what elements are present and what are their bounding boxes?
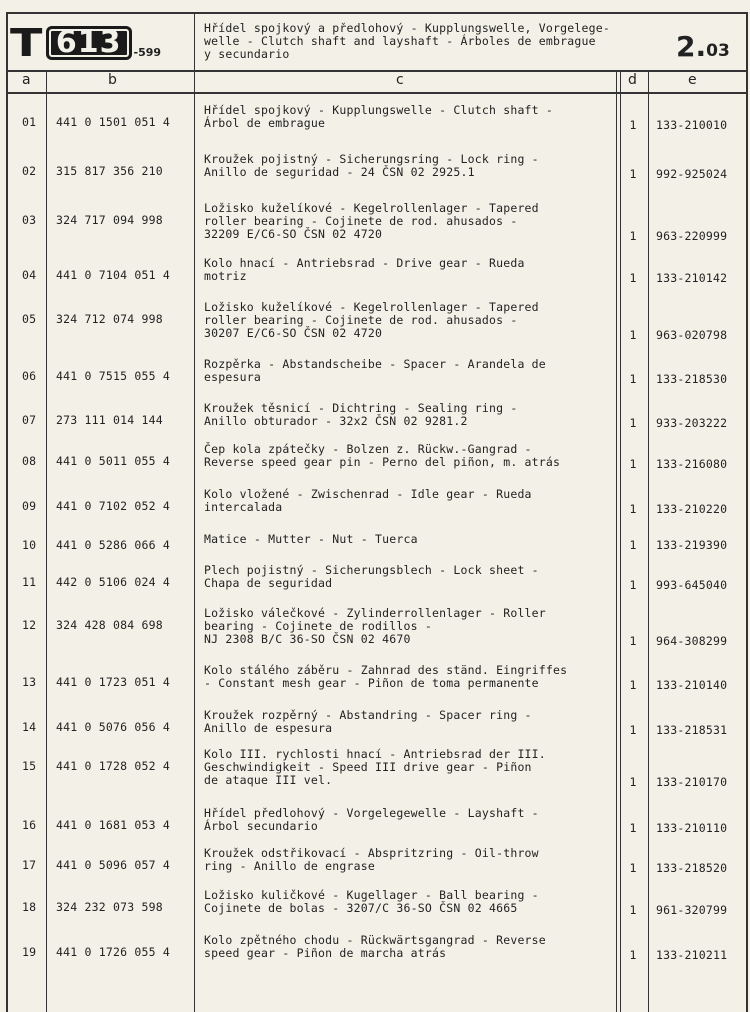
cell-e: 133-218531 — [656, 723, 728, 737]
cell-c: Hřídel spojkový - Kupplungswelle - Clutch shaft - Árbol de embrague — [204, 103, 554, 130]
cell-a: 05 — [22, 312, 37, 326]
cell-c: Kroužek pojistný - Sicherungsring - Lock ring - Anillo de seguridad - 24 ČSN 02 2925.1 — [204, 152, 539, 179]
cell-b: 273 111 014 144 — [56, 413, 163, 427]
cell-d: 1 — [629, 502, 637, 516]
cell-e: 133-218520 — [656, 861, 728, 875]
cell-d: 1 — [629, 634, 637, 648]
cell-d: 1 — [629, 229, 637, 243]
cell-b: 324 717 094 998 — [56, 213, 163, 227]
cell-c: Čep kola zpátečky - Bolzen z. Rückw.-Gangrad - Reverse speed gear pin - Perno del piñon, m. atrás — [204, 442, 561, 469]
page-title: Hřídel spojkový a předlohový - Kupplungswelle, Vorgelege- welle - Clutch shaft and layshaft - Árboles de embrague y secundario — [204, 21, 611, 61]
cell-e: 133-210220 — [656, 502, 728, 516]
cell-e: 133-210140 — [656, 678, 728, 692]
cell-b: 324 232 073 598 — [56, 900, 163, 914]
parts-table — [8, 103, 746, 987]
cell-e: 993-645040 — [656, 578, 728, 592]
table-row — [8, 201, 746, 263]
cell-d: 1 — [629, 678, 637, 692]
cell-a: 13 — [22, 675, 37, 689]
cell-c: Ložisko válečkové - Zylinderrollenlager - Roller bearing - Cojinete de rodillos - NJ 2308 B/C 36-SO ČSN 02 4670 — [204, 606, 546, 646]
cell-a: 10 — [22, 538, 37, 552]
cell-b: 441 0 1681 053 4 — [56, 818, 170, 832]
cell-d: 1 — [629, 372, 637, 386]
cell-c: Ložisko kuličkové - Kugellager - Ball bearing - Cojinete de bolas - 3207/C 36-SO ČSN 02 4665 — [204, 888, 539, 915]
cell-b: 441 0 5096 057 4 — [56, 858, 170, 872]
header-divider — [194, 14, 195, 70]
cell-e: 992-925024 — [656, 167, 728, 181]
cell-e: 964-308299 — [656, 634, 728, 648]
cell-d: 1 — [629, 118, 637, 132]
cell-c: Kolo vložené - Zwischenrad - Idle gear - Rueda intercalada — [204, 487, 532, 514]
logo-letter: T — [10, 21, 40, 65]
cell-a: 11 — [22, 575, 37, 589]
logo-suffix: -599 — [133, 45, 162, 59]
cell-b: 442 0 5106 024 4 — [56, 575, 170, 589]
cell-d: 1 — [629, 416, 637, 430]
page-number — [676, 30, 730, 63]
cell-e: 133-210142 — [656, 271, 728, 285]
cell-e: 963-020798 — [656, 328, 728, 342]
cell-d: 1 — [629, 821, 637, 835]
table-row — [8, 747, 746, 813]
table-row — [8, 933, 746, 987]
cell-a: 14 — [22, 720, 37, 734]
cell-e: 961-320799 — [656, 903, 728, 917]
table-row — [8, 606, 746, 670]
cell-c: Kolo III. rychlosti hnací - Antriebsrad der III. Geschwindigkeit - Speed III drive gear - Piñon de ataque III vel. — [204, 747, 546, 787]
cell-c: Kolo zpětného chodu - Rückwärtsgangrad - Reverse speed gear - Piñon de marcha atrás — [204, 933, 546, 960]
cell-c: Plech pojistný - Sicherungsblech - Lock sheet - Chapa de seguridad — [204, 563, 539, 590]
parts-sheet — [6, 12, 748, 1012]
cell-c: Kolo stálého záběru - Zahnrad des ständ. Eingriffes - Constant mesh gear - Piñon de toma permanente — [204, 663, 568, 690]
cell-b: 324 428 084 698 — [56, 618, 163, 632]
cell-b: 441 0 1501 051 4 — [56, 115, 170, 129]
cell-c: Ložisko kuželíkové - Kegelrollenlager - Tapered roller bearing - Cojinete de rod. ahusados - 32209 E/C6-SO ČSN 02 4720 — [204, 201, 539, 241]
cell-b: 441 0 1728 052 4 — [56, 759, 170, 773]
cell-c: Ložisko kuželíkové - Kegelrollenlager - Tapered roller bearing - Cojinete de rod. ahusados - 30207 E/C6-SO ČSN 02 4720 — [204, 300, 539, 340]
sheet-header — [8, 12, 746, 72]
cell-d: 1 — [629, 948, 637, 962]
cell-e: 133-219390 — [656, 538, 728, 552]
cell-b: 315 817 356 210 — [56, 164, 163, 178]
column-header-e: e — [688, 72, 697, 88]
cell-c: Kolo hnací - Antriebsrad - Drive gear - Rueda motriz — [204, 256, 525, 283]
cell-d: 1 — [629, 578, 637, 592]
column-header-b: b — [108, 72, 117, 88]
cell-a: 16 — [22, 818, 37, 832]
cell-e: 933-203222 — [656, 416, 728, 430]
cell-a: 09 — [22, 499, 37, 513]
cell-d: 1 — [629, 903, 637, 917]
cell-e: 133-210010 — [656, 118, 728, 132]
cell-a: 19 — [22, 945, 37, 959]
cell-e: 963-220999 — [656, 229, 728, 243]
page-number-main: 2. — [676, 30, 707, 63]
cell-c: Kroužek těsnicí - Dichtring - Sealing ring - Anillo obturador - 32x2 ČSN 02 9281.2 — [204, 401, 518, 428]
tatra-logo — [10, 21, 162, 65]
cell-c: Kroužek odstřikovací - Abspritzring - Oil-throw ring - Anillo de engrase — [204, 846, 539, 873]
cell-a: 01 — [22, 115, 37, 129]
cell-b: 324 712 074 998 — [56, 312, 163, 326]
cell-b: 441 0 1723 051 4 — [56, 675, 170, 689]
cell-a: 04 — [22, 268, 37, 282]
cell-e: 133-210170 — [656, 775, 728, 789]
cell-c: Rozpěrka - Abstandscheibe - Spacer - Arandela de espesura — [204, 357, 546, 384]
column-header-row — [8, 70, 746, 94]
cell-d: 1 — [629, 457, 637, 471]
cell-d: 1 — [629, 328, 637, 342]
cell-a: 15 — [22, 759, 37, 773]
cell-c: Matice - Mutter - Nut - Tuerca — [204, 532, 418, 546]
column-header-a: a — [22, 72, 31, 88]
cell-c: Kroužek rozpěrný - Abstandring - Spacer ring - Anillo de espesura — [204, 708, 532, 735]
cell-b: 441 0 5076 056 4 — [56, 720, 170, 734]
cell-b: 441 0 1726 055 4 — [56, 945, 170, 959]
cell-a: 03 — [22, 213, 37, 227]
cell-d: 1 — [629, 271, 637, 285]
cell-a: 08 — [22, 454, 37, 468]
cell-a: 17 — [22, 858, 37, 872]
column-header-d: d — [628, 72, 637, 88]
cell-e: 133-218530 — [656, 372, 728, 386]
cell-d: 1 — [629, 723, 637, 737]
cell-e: 133-216080 — [656, 457, 728, 471]
cell-a: 18 — [22, 900, 37, 914]
cell-a: 06 — [22, 369, 37, 383]
logo-model-number: 613 — [46, 26, 132, 60]
cell-d: 1 — [629, 167, 637, 181]
cell-b: 441 0 5011 055 4 — [56, 454, 170, 468]
table-row — [8, 300, 746, 364]
cell-d: 1 — [629, 775, 637, 789]
cell-b: 441 0 7104 051 4 — [56, 268, 170, 282]
cell-b: 441 0 7515 055 4 — [56, 369, 170, 383]
cell-e: 133-210211 — [656, 948, 728, 962]
cell-b: 441 0 7102 052 4 — [56, 499, 170, 513]
cell-a: 12 — [22, 618, 37, 632]
page-number-sub: 03 — [706, 41, 730, 61]
cell-c: Hřídel předlohový - Vorgelegewelle - Layshaft - Árbol secundario — [204, 806, 539, 833]
cell-d: 1 — [629, 861, 637, 875]
cell-b: 441 0 5286 066 4 — [56, 538, 170, 552]
cell-d: 1 — [629, 538, 637, 552]
column-header-c: c — [396, 72, 404, 88]
cell-a: 02 — [22, 164, 37, 178]
cell-e: 133-210110 — [656, 821, 728, 835]
cell-a: 07 — [22, 413, 37, 427]
